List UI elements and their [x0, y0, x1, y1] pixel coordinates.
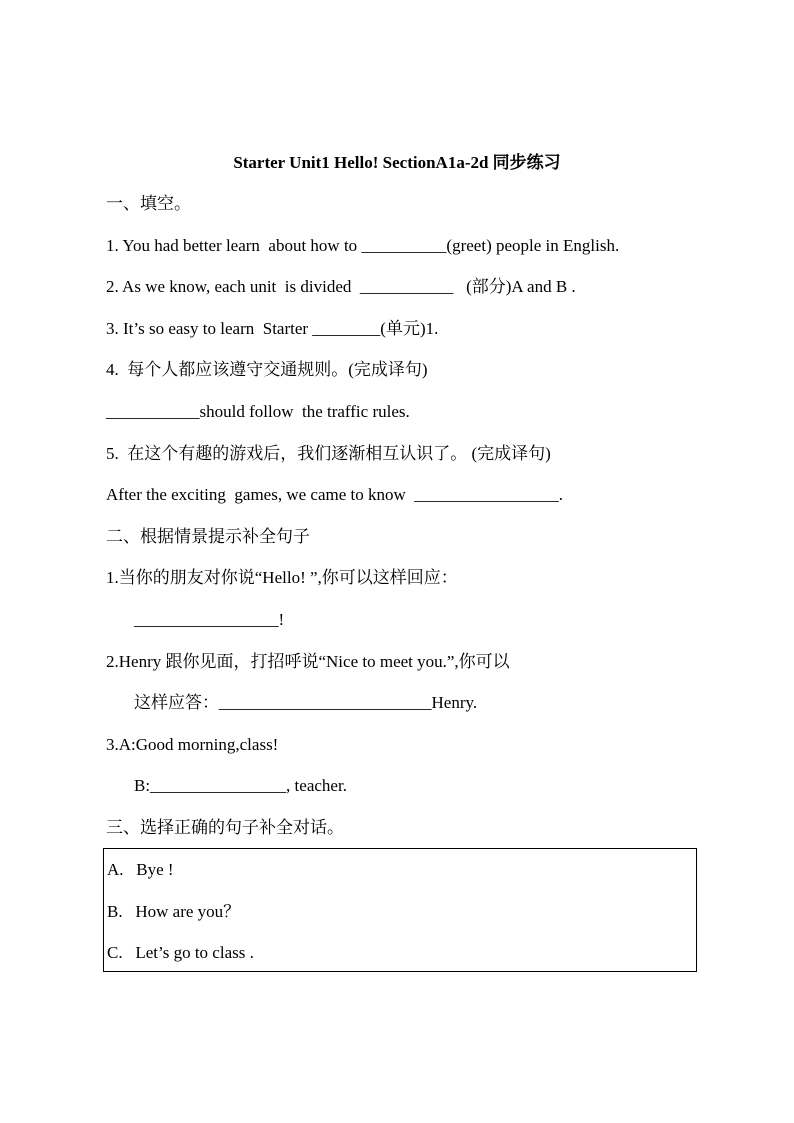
question-2-1-answer: _________________! [134, 610, 285, 629]
section-1-heading: 一、填空。 [106, 194, 191, 213]
question-2-2: 2.Henry 跟你见面，打招呼说“Nice to meet you.”,你可以 [106, 652, 510, 671]
option-a: A. Bye ! [107, 860, 174, 879]
option-b: B. How are you？ [107, 902, 241, 921]
question-1-5-answer: After the exciting games, we came to know _________________. [106, 485, 564, 504]
section-3-heading: 三、选择正确的句子补全对话。 [106, 818, 344, 837]
option-c: C. Let’s go to class . [107, 943, 254, 962]
question-1-3: 3. It’s so easy to learn Starter ________(单元)1. [106, 319, 439, 338]
question-1-4-answer: ___________should follow the traffic rules. [106, 402, 410, 421]
question-2-2-answer: 这样应答：_________________________Henry. [134, 693, 478, 712]
question-2-3-answer: B:________________, teacher. [134, 776, 347, 795]
page-title: Starter Unit1 Hello! SectionA1a-2d 同步练习 [233, 153, 561, 172]
question-1-5: 5. 在这个有趣的游戏后，我们逐渐相互认识了。 (完成译句) [106, 444, 551, 463]
question-2-3: 3.A:Good morning,class! [106, 735, 279, 754]
question-1-1: 1. You had better learn about how to __________(greet) people in English. [106, 236, 620, 255]
question-1-2: 2. As we know, each unit is divided ___________ (部分)A and B . [106, 277, 576, 296]
question-2-1: 1.当你的朋友对你说“Hello! ”,你可以这样回应： [106, 568, 458, 587]
section-2-heading: 二、根据情景提示补全句子 [106, 527, 310, 546]
options-box [103, 848, 697, 972]
question-1-4: 4. 每个人都应该遵守交通规则。(完成译句) [106, 360, 428, 379]
